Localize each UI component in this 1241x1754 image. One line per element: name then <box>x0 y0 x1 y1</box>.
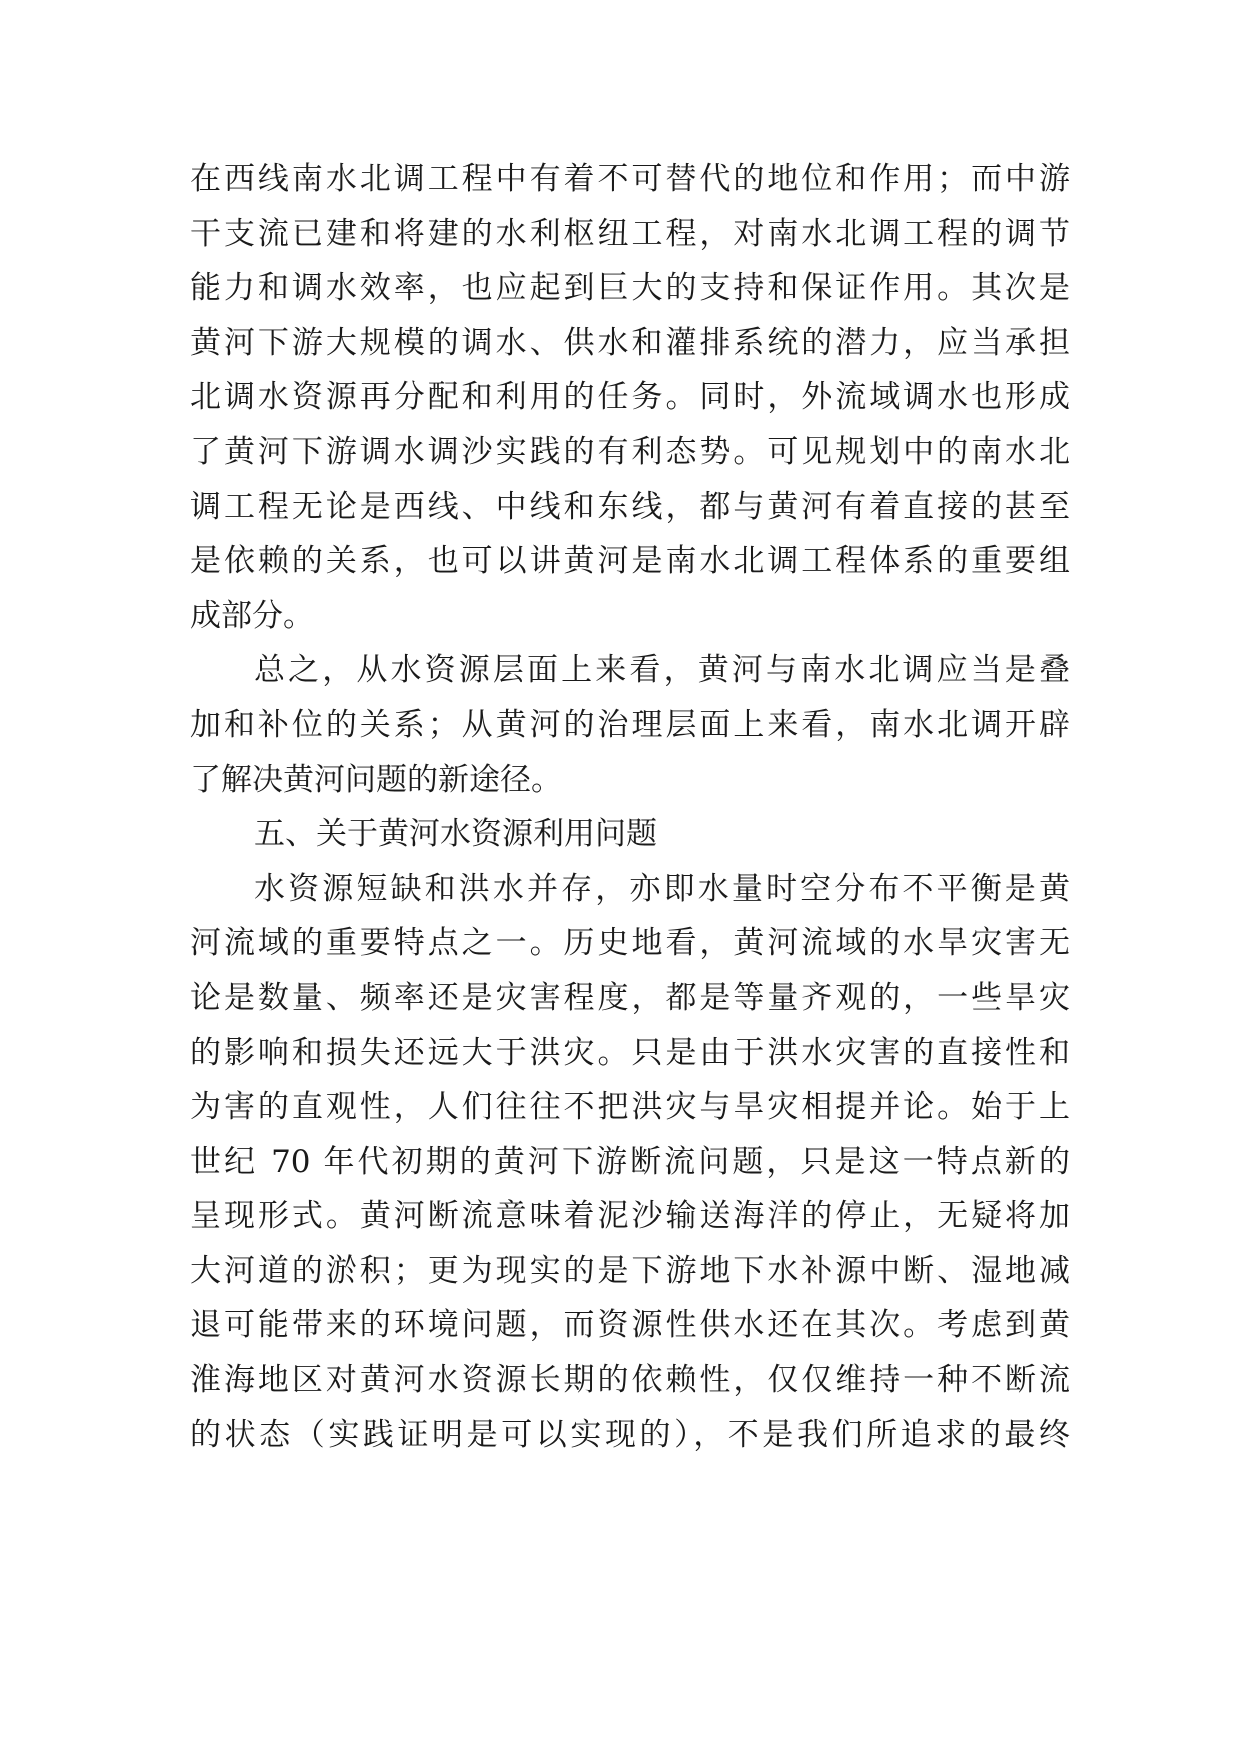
text-line: 调工程无论是西线、中线和东线，都与黄河有着直接的甚至 <box>190 488 1070 525</box>
text-line: 了黄河下游调水调沙实践的有利态势。可见规划中的南水北 <box>190 433 1070 470</box>
text-line: 世纪 70 年代初期的黄河下游断流问题，只是这一特点新的 <box>190 1143 1070 1180</box>
text-line: 河流域的重要特点之一。历史地看，黄河流域的水旱灾害无 <box>190 925 1070 962</box>
body-text <box>190 152 1070 1462</box>
text-line: 大河道的淤积；更为现实的是下游地下水补源中断、湿地减 <box>190 1252 1070 1289</box>
text-line: 总之，从水资源层面上来看，黄河与南水北调应当是叠 <box>254 652 1070 689</box>
text-line: 在西线南水北调工程中有着不可替代的地位和作用；而中游 <box>190 161 1070 197</box>
section-heading: 五、关于黄河水资源利用问题 <box>254 816 657 853</box>
text-line: 北调水资源再分配和利用的任务。同时，外流域调水也形成 <box>190 379 1070 416</box>
text-line: 为害的直观性，人们往往不把洪灾与旱灾相提并论。始于上 <box>190 1089 1070 1126</box>
text-line: 淮海地区对黄河水资源长期的依赖性，仅仅维持一种不断流 <box>190 1362 1070 1399</box>
text-line: 退可能带来的环境问题，而资源性供水还在其次。考虑到黄 <box>190 1307 1070 1344</box>
text-line: 论是数量、频率还是灾害程度，都是等量齐观的，一些旱灾 <box>190 979 1070 1016</box>
text-line: 的状态（实践证明是可以实现的），不是我们所追求的最终 <box>190 1416 1070 1453</box>
text-line: 成部分。 <box>190 597 314 634</box>
text-line: 是依赖的关系，也可以讲黄河是南水北调工程体系的重要组 <box>190 543 1070 580</box>
text-line: 呈现形式。黄河断流意味着泥沙输送海洋的停止，无疑将加 <box>190 1198 1070 1235</box>
text-line: 黄河下游大规模的调水、供水和灌排系统的潜力，应当承担 <box>190 324 1070 361</box>
text-line: 干支流已建和将建的水利枢纽工程，对南水北调工程的调节 <box>190 215 1070 252</box>
text-line: 水资源短缺和洪水并存，亦即水量时空分布不平衡是黄 <box>254 870 1070 907</box>
text-line: 的影响和损失还远大于洪灾。只是由于洪水灾害的直接性和 <box>190 1034 1070 1071</box>
text-line: 能力和调水效率，也应起到巨大的支持和保证作用。其次是 <box>190 270 1070 307</box>
text-line: 加和补位的关系；从黄河的治理层面上来看，南水北调开辟 <box>190 706 1070 743</box>
text-line: 了解决黄河问题的新途径。 <box>190 761 562 798</box>
